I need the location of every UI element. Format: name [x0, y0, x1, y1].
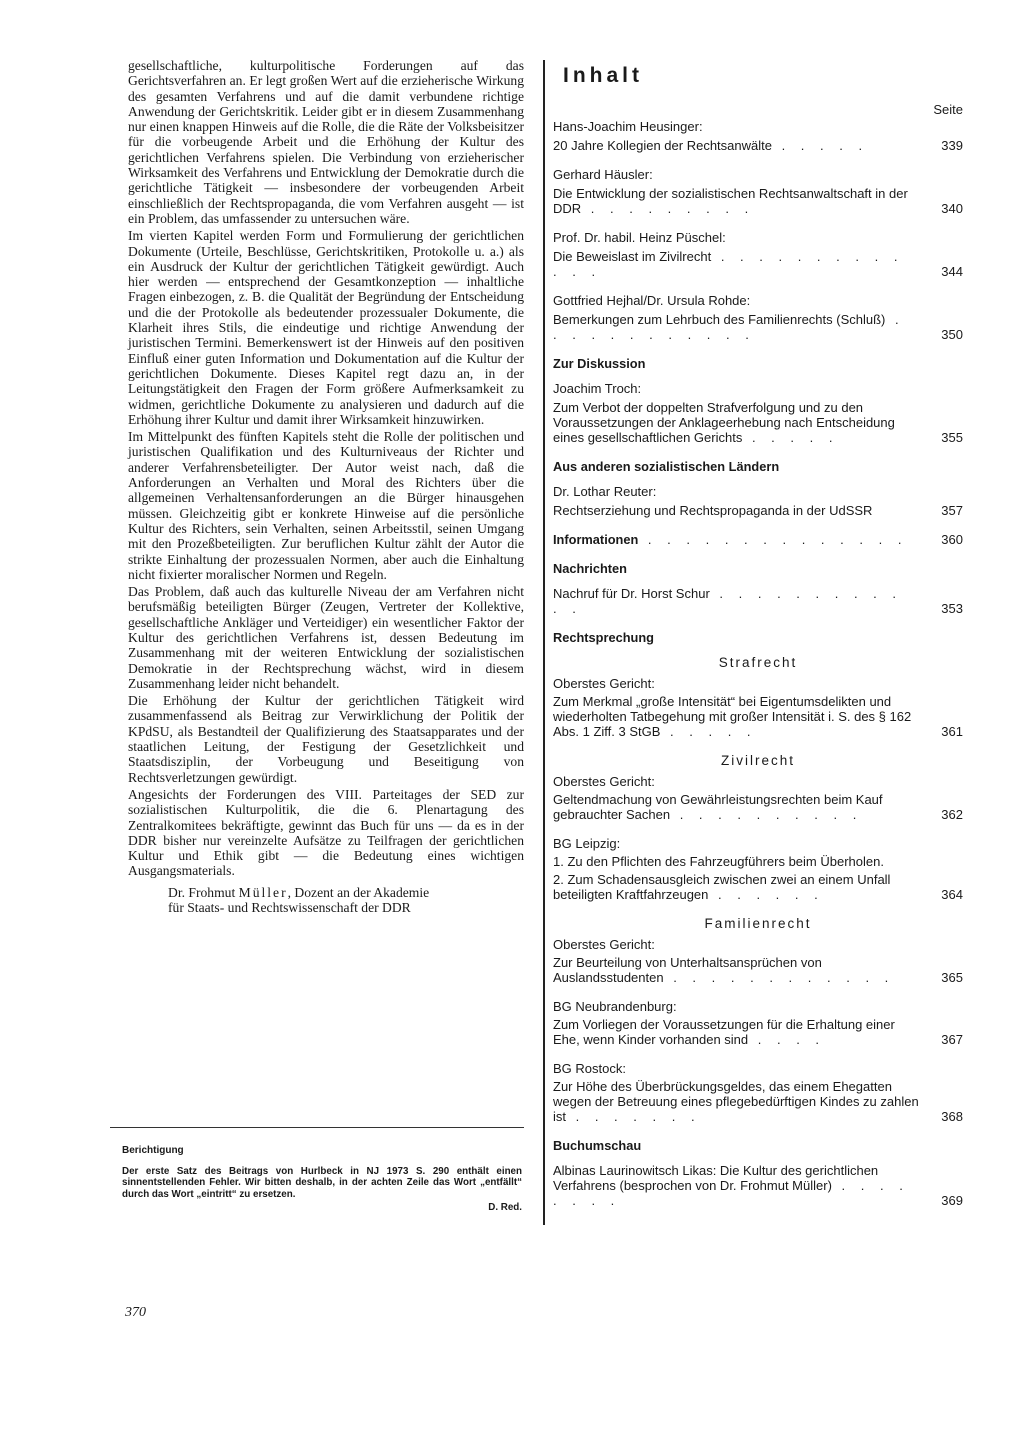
section-heading: Buchumschau: [553, 1138, 642, 1153]
toc-author: Hans-Joachim Heusinger:: [553, 119, 703, 134]
toc-author: Gerhard Häusler:: [553, 167, 653, 182]
toc-author: Gottfried Hejhal/Dr. Ursula Rohde:: [553, 293, 751, 308]
toc-author: Dr. Lothar Reuter:: [553, 484, 657, 499]
toc-title-text: Zum Merkmal „große Intensität“ bei Eigentumsdelikten und wiederholten Tatbegehung mit großer Intensität i. S. des § 162 Abs. 1 Ziff. 3 StGB: [553, 694, 912, 739]
toc-page: 357: [941, 503, 963, 518]
court-name: BG Rostock:: [553, 1061, 626, 1076]
section-heading: Rechtsprechung: [553, 630, 654, 645]
review-text-column: [128, 58, 524, 915]
toc-page: 339: [941, 138, 963, 153]
subsection-heading: Strafrecht: [718, 655, 798, 670]
column-rule: [543, 60, 545, 1225]
paragraph: Die Erhöhung der Kultur der gerichtlichen Tätigkeit wird zusammenfassend als Beitrag zur Verwirklichung der Politik der KPdSU, als Bestandteil der Qualifizierung des Staatsapparates und der staatlichen Leitung, der Festigung der Gesetzlichkeit und Staatsdisziplin, der Vorbeugung und Beseitigung von Rechtsverletzungen gewürdigt.: [128, 693, 524, 785]
toc-entry: Gottfried Hejhal/Dr. Ursula Rohde: Bemerkungen zum Lehrbuch des Familienrechts (Schluß) . . . . . . . . . . . . 350: [553, 293, 963, 342]
toc-title-text: Bemerkungen zum Lehrbuch des Familienrechts (Schluß): [553, 312, 886, 327]
paragraph: Angesichts der Forderungen des VIII. Parteitages der SED zur sozialistischen Kulturpolitik, die die 6. Plenartagung des Zentralkomitees bekräftigte, gewinnt das Buch für uns — da es in der DDR bisher nur vereinzelte Aufsätze zu Teilfragen der gerichtlichen Kultur und Ethik gibt — die Bedeutung eines wichtigen Ausgangsmaterials.: [128, 786, 524, 879]
toc-page: 362: [941, 807, 963, 822]
toc-title-text: Zum Vorliegen der Voraussetzungen für die Erhaltung einer Ehe, wenn Kinder vorhanden sind: [553, 1017, 895, 1047]
toc-entry: Hans-Joachim Heusinger: 20 Jahre Kollegien der Rechtsanwälte . . . . . 339: [553, 119, 963, 153]
toc-entry: Informationen . . . . . . . . . . . . . . 360: [553, 532, 963, 547]
toc-entry: Gerhard Häusler: Die Entwicklung der sozialistischen Rechtsanwaltschaft in der DDR . . . . . . . . . 340: [553, 167, 963, 216]
court-name: BG Leipzig:: [553, 836, 621, 851]
section-heading: Zur Diskussion: [553, 356, 646, 371]
divider: [110, 1127, 524, 1128]
toc-title-text: Die Beweislast im Zivilrecht: [553, 249, 712, 264]
subsection-heading: Zivilrecht: [720, 753, 795, 768]
toc-page: 355: [941, 430, 963, 445]
subsection-heading: Familienrecht: [704, 916, 812, 931]
toc-entry: Oberstes Gericht: Geltendmachung von Gewährleistungsrechten beim Kauf gebrauchter Sachen . . . . . . . . . . 362: [553, 774, 963, 822]
toc-title-text: Zur Beurteilung von Unterhaltsansprüchen von Auslandsstudenten: [553, 955, 822, 985]
toc-title-text: Zum Verbot der doppelten Strafverfolgung und zu den Voraussetzungen der Anklageerhebung nach Entscheidung eines gesellschaftlichen Gerichts: [553, 400, 895, 445]
toc-page: 369: [941, 1193, 963, 1208]
court-name: Oberstes Gericht:: [553, 774, 655, 789]
toc-title-text: 1. Zu den Pflichten des Fahrzeugführers beim Überholen.: [553, 854, 884, 869]
paragraph: Das Problem, daß auch das kulturelle Niveau der am Verfahren nicht berufsmäßig beteiligten Bürger (Zeugen, Vertreter der Kollektive, gesellschaftliche Ankläger und Verteidiger) ein wesentlicher Faktor der Kultur des gerichtlichen Verfahrens ist, dessen Bedeutung im Zusammenhang mit der weiteren Entwicklung der sozialistischen Demokratie in der Rechtsprechung wächst, wird in diesem Zusammenhang leider nicht behandelt.: [128, 584, 524, 691]
page-number: 370: [125, 1305, 146, 1320]
berichtigung-heading: Berichtigung: [122, 1145, 184, 1156]
toc-page: 364: [941, 887, 963, 902]
toc-title-text: 20 Jahre Kollegien der Rechtsanwälte: [553, 138, 772, 153]
toc-title-text: Zur Höhe des Überbrückungsgeldes, das einem Ehegatten wegen der Betreuung eines pflegebedürftigen Kindes zu zahlen ist: [553, 1079, 919, 1124]
toc-entry: [553, 484, 963, 518]
toc-page: 365: [941, 970, 963, 985]
toc-author: Joachim Troch:: [553, 381, 642, 396]
signature-prefix: Dr. Frohmut: [168, 884, 236, 900]
paragraph: Im vierten Kapitel werden Form und Formulierung der gerichtlichen Dokumente (Urteile, Beschlüsse, Gerichtskritiken, Protokolle u. a.) als ein Ausdruck der Kultur der gerichtlichen Tätigkeit gewürdigt. Auch hier werden — entsprechend der Gesamtkonzeption — inhaltliche Fragen einbezogen, z. B. die Qualität der Begründung der Entscheidung und die der Protokolle als bedeutender prozessualer Dokumente, die Klarheit ihres Stils, die eindeutige und richtige Anwendung der juristischen Termini. Bemerkenswert ist der Hinweis auf den positiven Einfluß einer guten Information und Dokumentation auf die Kultur der gerichtlichen Dokumente. Dieses Kapitel regt dazu an, in der Leitungstätigkeit den Fragen der Form größere Aufmerksamkeit zu widmen, gerichtliche Dokumente zu analysieren und dadurch auf die Erhöhung ihrer Kultur und damit ihrer Wirksamkeit hinzuwirken.: [128, 228, 524, 427]
toc-entry: BG Leipzig: 1. Zu den Pflichten des Fahrzeugführers beim Überholen. 2. Zum Schadensausgleich zwischen zwei an einem Unfall beteiligten Kraftfahrzeugen . . . . . . 364: [553, 836, 963, 902]
berichtigung-signoff: D. Red.: [488, 1202, 522, 1214]
toc-page: 360: [941, 532, 963, 547]
toc-entry: Nachruf für Dr. Horst Schur . . . . . . . . . . . . 353: [553, 586, 963, 616]
court-name: Oberstes Gericht:: [553, 676, 655, 691]
toc-entry: Joachim Troch: Zum Verbot der doppelten Strafverfolgung und zu den Voraussetzungen der Anklageerhebung nach Entscheidung eines gesellschaftlichen Gerichts . . . . . 355: [553, 381, 963, 445]
toc-title-text: Die Entwicklung der sozialistischen Rechtsanwaltschaft in der DDR: [553, 186, 908, 216]
toc-title-text: Albinas Laurinowitsch Likas: Die Kultur des gerichtlichen Verfahrens (besprochen von Dr. Frohmut Müller): [553, 1163, 879, 1193]
toc-entry: Oberstes Gericht: Zur Beurteilung von Unterhaltsansprüchen von Auslandsstudenten . . . . . . . . . . . . 365: [553, 937, 963, 985]
toc-page: 344: [941, 264, 963, 279]
toc-page: 367: [941, 1032, 963, 1047]
court-name: BG Neubrandenburg:: [553, 999, 677, 1014]
toc-title-text: Nachruf für Dr. Horst Schur: [553, 586, 710, 601]
toc-page: 353: [941, 601, 963, 616]
toc-title-text: Geltendmachung von Gewährleistungsrechten beim Kauf gebrauchter Sachen: [553, 792, 883, 822]
review-signature: [128, 885, 524, 916]
signature-line2: für Staats- und Rechtswissenschaft der DDR: [168, 900, 411, 916]
toc-page: 368: [941, 1109, 963, 1124]
section-heading: Aus anderen sozialistischen Ländern: [553, 459, 780, 474]
toc-page: 361: [941, 724, 963, 739]
table-of-contents: [553, 60, 963, 1222]
toc-entry: Oberstes Gericht: Zum Merkmal „große Intensität“ bei Eigentumsdelikten und wiederholten Tatbegehung mit großer Intensität i. S. des § 162 Abs. 1 Ziff. 3 StGB . . . . . 361: [553, 676, 963, 739]
paragraph: gesellschaftliche, kulturpolitische Forderungen auf das Gerichtsverfahren an. Er legt großen Wert auf die erzieherische Wirkung des gesamten Verfahrens und auf die damit verbundene richtige Anwendung der Gerichtskritik. Leider gibt er in diesem Zusammenhang nur einen knappen Hinweis auf die Rolle, die die Räte der Volksbeisitzer für die vorbeugende Arbeit und die Erhöhung der Kultur des gerichtlichen Verfahrens spielen. Die Verbindung von erzieherischer Wirksamkeit des Verfahrens und Entwicklung der Demokratie durch die gerichtliche Tätigkeit — insbesondere der vorbeugenden Arbeit einschließlich der Rechtspropaganda, die vom Verfahren ausgeht — ist ein Problem, das umfassender zu untersuchen wäre.: [128, 58, 524, 226]
toc-author: Prof. Dr. habil. Heinz Püschel:: [553, 230, 726, 245]
paragraph: Im Mittelpunkt des fünften Kapitels steht die Rolle der politischen und juristischen Qualifikation und des Kulturniveaus der Richter und anderer Verfahrensbeteiligter. Der Autor weist nach, daß die Anforderungen an Verhalten und Moral des Richters über die allgemeinen Verhaltensanforderungen an die Bürger hinausgehen müssen. Gleichzeitig gibt er konkrete Hinweise auf die persönliche Kultur des Richters, sein Verhalten, seinen Arbeitsstil, seinen Umgang mit den Prozeßbeteiligten. Zur beruflichen Kultur zählt der Autor die strikte Einhaltung der prozessualen Normen, aber auch die Einhaltung nicht fixierter moralischer Normen und Regeln.: [128, 429, 524, 582]
seite-label: Seite: [933, 102, 963, 117]
signature-rest: , Dozent an der Akademie: [287, 884, 430, 900]
berichtigung-text: Der erste Satz des Beitrags von Hurlbeck in NJ 1973 S. 290 enthält einen sinnentstellenden Fehler. Wir bitten deshalb, in der achten Zeile das Wort „entfällt“ durch das Wort „eintritt“ zu ersetzen.: [122, 1166, 522, 1200]
berichtigung-box: [122, 1145, 522, 1213]
toc-entry: BG Rostock: Zur Höhe des Überbrückungsgeldes, das einem Ehegatten wegen der Betreuung eines pflegebedürftigen Kindes zu zahlen ist . . . . . . . 368: [553, 1061, 963, 1124]
toc-entry: Prof. Dr. habil. Heinz Püschel: Die Beweislast im Zivilrecht . . . . . . . . . . . . . 344: [553, 230, 963, 279]
toc-title-text: 2. Zum Schadensausgleich zwischen zwei an einem Unfall beteiligten Kraftfahrzeugen: [553, 872, 891, 902]
section-heading: Nachrichten: [553, 561, 627, 576]
toc-entry: Albinas Laurinowitsch Likas: Die Kultur des gerichtlichen Verfahrens (besprochen von Dr. Frohmut Müller) . . . . . . . . 369: [553, 1163, 963, 1208]
court-name: Oberstes Gericht:: [553, 937, 655, 952]
toc-title-text: Rechtserziehung und Rechtspropaganda in der UdSSR: [553, 503, 873, 518]
section-heading: Informationen: [553, 532, 639, 547]
signature-name: Müller: [238, 884, 288, 900]
toc-entry: BG Neubrandenburg: Zum Vorliegen der Voraussetzungen für die Erhaltung einer Ehe, wenn Kinder vorhanden sind . . . . 367: [553, 999, 963, 1047]
toc-page: 350: [941, 327, 963, 342]
toc-title: Inhalt: [563, 64, 643, 87]
toc-page: 340: [941, 201, 963, 216]
